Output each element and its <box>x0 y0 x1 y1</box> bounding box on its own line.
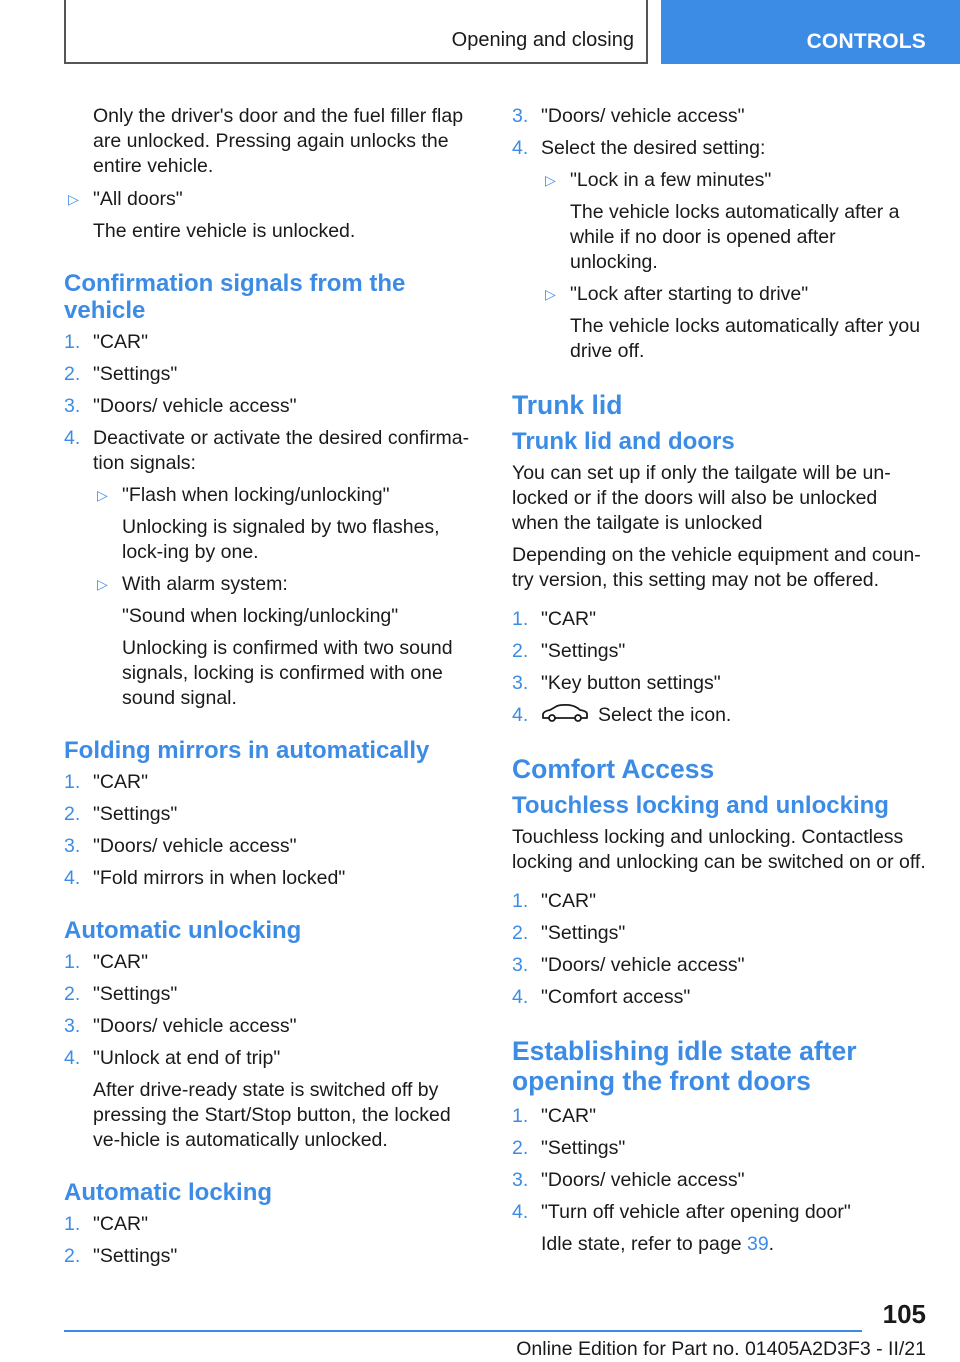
steps-list <box>64 770 480 891</box>
list-item: 1. "CAR" <box>512 1105 597 1127</box>
bullet-item <box>93 483 480 565</box>
list-item: 2. "Settings" <box>512 1137 626 1159</box>
bullet-title: "Lock after starting to drive" <box>570 283 809 305</box>
list-item: 2. "Settings" <box>64 1245 178 1267</box>
list-item: 1. "CAR" <box>64 1213 149 1235</box>
heading-automatic-locking: Automatic locking <box>64 1179 273 1206</box>
steps-list <box>512 1104 926 1257</box>
chapter-tab[interactable] <box>661 0 960 64</box>
steps-list <box>512 607 926 728</box>
list-item: 4. Select the icon. <box>512 704 732 726</box>
steps-list <box>64 1212 480 1269</box>
triangle-bullet-icon: ▷ <box>97 576 108 592</box>
bullet-option: "Sound when locking/unlocking" <box>122 605 399 627</box>
bullet-item <box>64 187 480 244</box>
paragraph: You can set up if only the tailgate will be un-locked or if the doors will also be unlocked when the tailgate is unlocked <box>512 462 891 534</box>
heading-idle-state: Establishing idle state after opening the front doors <box>512 1036 857 1096</box>
list-item: 4. "Unlock at end of trip" After drive-ready state is switched off by pressing the Start/Stop button, the locked ve-hicle is automatically unlocked. <box>64 1046 480 1153</box>
bullet-item <box>541 168 926 275</box>
bullet-title: "All doors" <box>93 188 183 210</box>
heading-automatic-unlocking: Automatic unlocking <box>64 917 302 944</box>
paragraph: Touchless locking and unlocking. Contactless locking and unlocking can be switched on or off. <box>512 826 926 873</box>
list-item: 3. "Doors/ vehicle access" <box>512 954 745 976</box>
triangle-bullet-icon: ▷ <box>545 172 556 188</box>
car-outline-icon <box>541 703 589 723</box>
list-item: 2. "Settings" <box>64 363 178 385</box>
header-section-box <box>64 0 648 64</box>
list-item: 2. "Settings" <box>64 983 178 1005</box>
triangle-bullet-icon: ▷ <box>545 286 556 302</box>
heading-folding-mirrors: Folding mirrors in automatically <box>64 737 430 764</box>
list-item: 3. "Doors/ vehicle access" <box>64 1015 297 1037</box>
steps-list <box>64 950 480 1153</box>
steps-list <box>64 330 480 476</box>
heading-comfort-access: Comfort Access <box>512 754 715 784</box>
list-item: 4. Deactivate or activate the desired confirma-tion signals: <box>64 427 470 474</box>
page-reference-link[interactable]: 39 <box>746 1233 769 1255</box>
list-item: 3. "Doors/ vehicle access" <box>64 835 297 857</box>
list-item: 4. "Comfort access" <box>512 986 691 1008</box>
list-item: 1. "CAR" <box>64 331 149 353</box>
bullet-title: "Lock in a few minutes" <box>570 169 772 191</box>
triangle-bullet-icon: ▷ <box>97 487 108 503</box>
steps-list <box>512 889 926 1010</box>
list-item: 1. "CAR" <box>64 771 149 793</box>
subheading-touchless-locking: Touchless locking and unlocking <box>512 792 889 819</box>
intro-continuation <box>64 104 480 179</box>
footer-edition-text: Online Edition for Part no. 01405A2D3F3 - II/21 <box>516 1338 926 1360</box>
bullet-text: The entire vehicle is unlocked. <box>93 220 356 242</box>
bullet-title: With alarm system: <box>122 573 288 595</box>
footer-divider <box>64 1330 862 1332</box>
bullet-text: Unlocking is signaled by two flashes, lock-ing by one. <box>122 516 440 563</box>
list-item: 2. "Settings" <box>512 922 626 944</box>
step-description: Idle state, refer to page 39. <box>541 1233 775 1255</box>
list-item: 2. "Settings" <box>64 803 178 825</box>
chapter-tab-label: CONTROLS <box>806 30 926 53</box>
bullet-item <box>93 572 480 711</box>
list-item: 4. "Turn off vehicle after opening door" Idle state, refer to page 39. <box>512 1200 926 1257</box>
bullet-text: The vehicle locks automatically after a while if no door is opened after unlocking. <box>570 201 900 273</box>
heading-confirmation-signals: Confirmation signals from the vehicle <box>64 270 406 324</box>
section-title: Opening and closing <box>451 29 634 51</box>
page-number: 105 <box>882 1299 926 1329</box>
list-item: 2. "Settings" <box>512 640 626 662</box>
list-item: 3. "Doors/ vehicle access" <box>64 395 297 417</box>
right-column <box>512 104 926 1264</box>
bullet-title: "Flash when locking/unlocking" <box>122 484 390 506</box>
left-column <box>64 104 480 1276</box>
steps-list <box>512 104 926 161</box>
triangle-bullet-icon: ▷ <box>68 191 79 207</box>
list-item: 3. "Key button settings" <box>512 672 721 694</box>
list-item: 3. "Doors/ vehicle access" <box>512 1169 745 1191</box>
list-item: 4. Select the desired setting: <box>512 137 766 159</box>
subheading-trunk-lid-doors: Trunk lid and doors <box>512 428 735 455</box>
bullet-item <box>541 282 926 364</box>
list-item: 1. "CAR" <box>512 608 597 630</box>
bullet-text: The vehicle locks automatically after you drive off. <box>570 315 921 362</box>
step-description: After drive-ready state is switched off by pressing the Start/Stop button, the locked ve-hicle is automatically unlocked. <box>93 1079 451 1151</box>
paragraph: Depending on the vehicle equipment and coun-try version, this setting may not be offered. <box>512 544 921 591</box>
heading-trunk-lid: Trunk lid <box>512 390 623 420</box>
list-item: 1. "CAR" <box>512 890 597 912</box>
bullet-text: Unlocking is confirmed with two sound signals, locking is confirmed with one sound signal. <box>122 637 453 709</box>
list-item: 1. "CAR" <box>64 951 149 973</box>
paragraph: Only the driver's door and the fuel filler flap are unlocked. Pressing again unlocks the entire vehicle. <box>93 105 464 177</box>
list-item: 3. "Doors/ vehicle access" <box>512 105 745 127</box>
list-item: 4. "Fold mirrors in when locked" <box>64 867 346 889</box>
